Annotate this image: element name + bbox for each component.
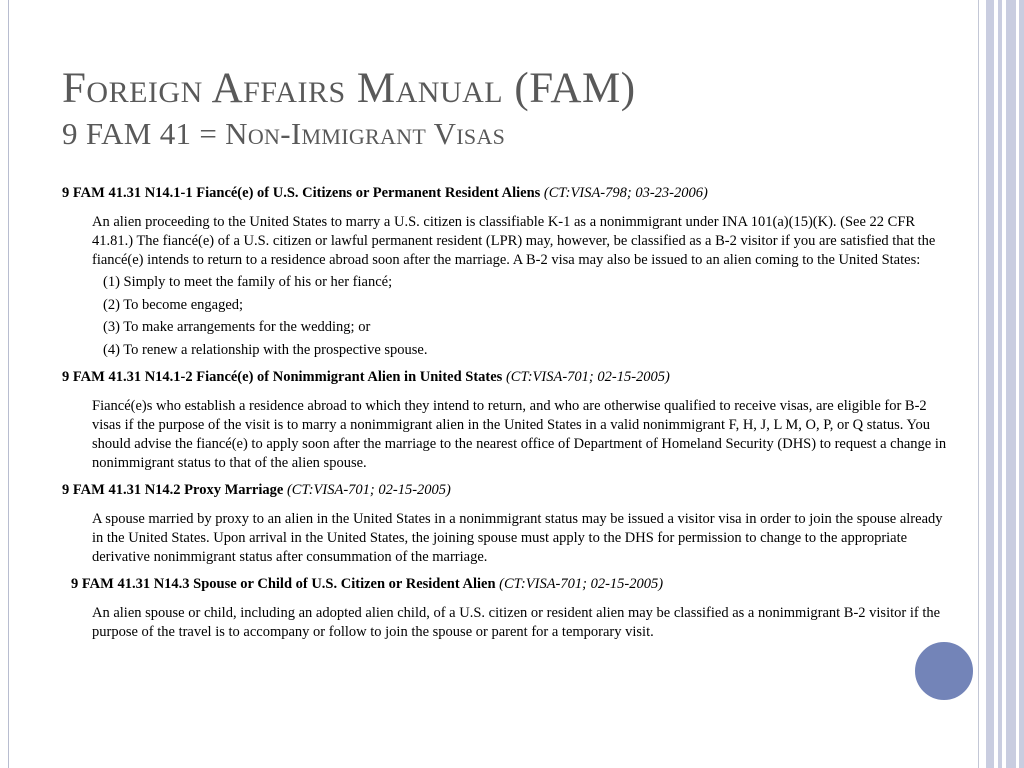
purpose-list — [62, 273, 952, 360]
right-stripe-decoration — [986, 0, 994, 768]
left-border-line — [8, 0, 9, 768]
right-stripe-decoration — [1006, 0, 1016, 768]
right-stripe-decoration — [998, 0, 1002, 768]
right-stripe-decoration — [978, 0, 979, 768]
decorative-circle — [913, 640, 975, 702]
section-paragraph: Fiancé(e)s who establish a residence abroad to which they intend to return, and who are otherwise qualified to receive visas, are eligible for B-2 visas if the purpose of the visit is to marry a nonimmigrant alien in the United States in a valid nonimmigrant F, H, J, L M, O, P, or Q status. You should advise the fiancé(e) to apply soon after the marriage to the nearest office of Department of Homeland Security (DHS) to request a change in nonimmigrant status to that of the alien spouse. — [92, 398, 947, 471]
list-item: (2) To become engaged; — [103, 296, 244, 313]
section-heading — [62, 481, 952, 500]
section-heading — [71, 575, 952, 594]
section-reference: (CT:VISA-798; 03-23-2006) — [543, 185, 708, 201]
list-item: (4) To renew a relationship with the prospective spouse. — [103, 341, 428, 358]
list-item: (3) To make arrangements for the wedding; or — [103, 319, 371, 335]
section-heading-text: 9 FAM 41.31 N14.1-1 Fiancé(e) of U.S. Citizens or Permanent Resident Aliens — [62, 185, 541, 201]
section-reference: (CT:VISA-701; 02-15-2005) — [505, 369, 670, 385]
section-paragraph: An alien spouse or child, including an adopted alien child, of a U.S. citizen or resident alien may be classified as a nonimmigrant B-2 visitor if the purpose of the travel is to accompany or follow to join the spouse or parent for a temporary visit. — [92, 605, 941, 640]
slide-subtitle: 9 FAM 41 = Non-Immigrant Visas — [62, 116, 506, 151]
section-heading — [62, 368, 952, 387]
section-heading-text: 9 FAM 41.31 N14.2 Proxy Marriage — [62, 482, 284, 498]
slide-title: Foreign Affairs Manual (FAM) — [62, 65, 636, 112]
section-paragraph: A spouse married by proxy to an alien in the United States in a nonimmigrant status may be issued a visitor visa in order to join the spouse already in the United States. Upon arrival in the United States, the joining spouse must apply to the DHS for permission to change to the appropriate derivative nonimmigrant status after consummation of the marriage. — [92, 511, 943, 565]
section-heading-text: 9 FAM 41.31 N14.1-2 Fiancé(e) of Nonimmigrant Alien in United States — [62, 369, 503, 385]
section-reference: (CT:VISA-701; 02-15-2005) — [499, 576, 664, 592]
section-reference: (CT:VISA-701; 02-15-2005) — [286, 482, 451, 498]
right-stripe-decoration — [1019, 0, 1024, 768]
list-item: (1) Simply to meet the family of his or her fiancé; — [103, 274, 393, 290]
section-paragraph: An alien proceeding to the United States to marry a U.S. citizen is classifiable K-1 as a nonimmigrant under INA 101(a)(15)(K). (See 22 CFR 41.81.) The fiancé(e) of a U.S. citizen or lawful permanent resident (LPR) may, however, be classified as a B-2 visitor if you are satisfied that the fiancé(e) intends to return to a residence abroad soon after the marriage. A B-2 visa may also be issued to an alien coming to the United States: — [92, 214, 936, 268]
slide-body — [62, 184, 952, 642]
section-heading-text: 9 FAM 41.31 N14.3 Spouse or Child of U.S. Citizen or Resident Alien — [71, 576, 496, 592]
section-heading — [62, 184, 952, 203]
